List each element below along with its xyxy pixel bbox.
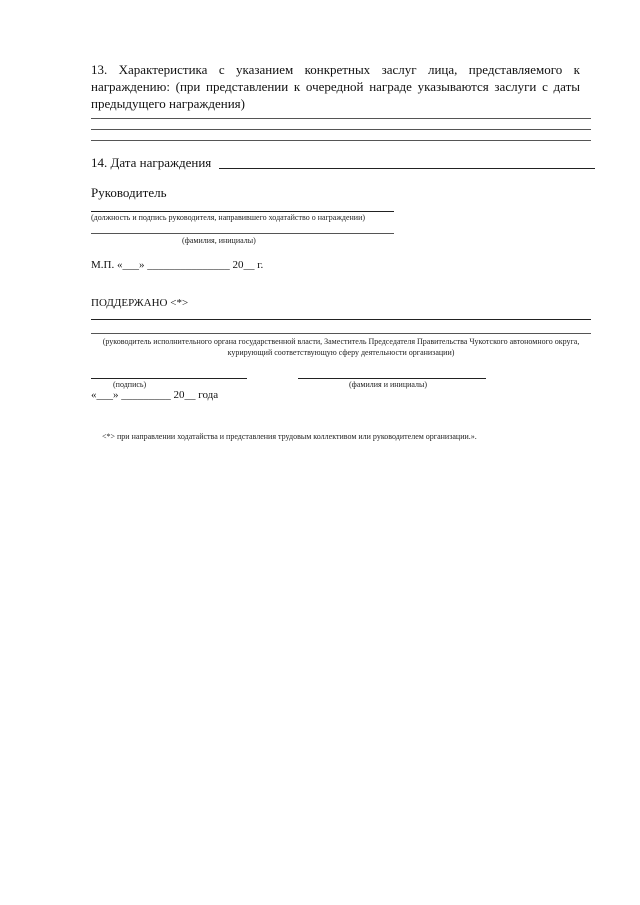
head-name-line (91, 233, 394, 234)
item-13-paragraph (91, 61, 580, 112)
supported-line-2 (91, 333, 591, 334)
item-13-line-3: предыдущего награждения) (91, 96, 245, 111)
signature-line (91, 378, 247, 379)
item-14-label: 14. Дата награждения (91, 155, 212, 170)
item-13-answer-line-2 (91, 129, 591, 130)
item-13-answer-line-3 (91, 140, 591, 141)
supported-date-line: «___» _________ 20__ года (91, 389, 219, 401)
item-13-answer-line-1 (91, 118, 591, 119)
award-date-line (219, 168, 595, 169)
footnote: <*> при направлении ходатайства и представления трудовым коллективом или руководителем организации.». (102, 432, 477, 441)
signature-caption: (подпись) (113, 380, 147, 389)
supported-line-1 (91, 319, 591, 320)
head-title: Руководитель (91, 185, 167, 200)
item-13-line-1: 13. Характеристика с указанием конкретных заслуг лица, представляемого к (91, 62, 580, 77)
head-name-caption: (фамилия, инициалы) (182, 236, 256, 245)
head-position-line (91, 211, 394, 212)
supported-title: ПОДДЕРЖАНО <*> (91, 297, 189, 309)
seal-date-line: М.П. «___» _______________ 20__ г. (91, 259, 264, 271)
supported-caption: (руководитель исполнительного органа государственной власти, Заместитель Председателя Правительства Чукотского автономного округа, курирующий соответствующую сферу деятельности организации) (102, 337, 580, 357)
head-position-caption: (должность и подпись руководителя, направившего ходатайство о награждении) (91, 213, 366, 222)
supported-name-line (298, 378, 486, 379)
supported-name-caption: (фамилия и инициалы) (349, 380, 428, 389)
item-13-line-2: награждению: (при представлении к очередной награде указываются заслуги с даты (91, 79, 580, 94)
